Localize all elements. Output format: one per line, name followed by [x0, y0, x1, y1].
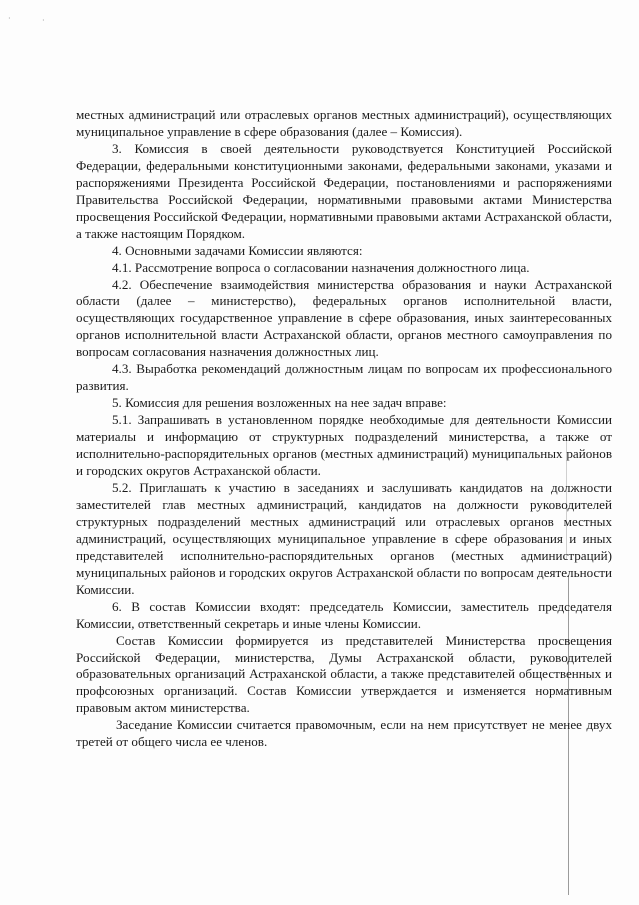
document-body — [76, 107, 612, 751]
paragraph-item-5-1: 5.1. Запрашивать в установленном порядке необходимые для деятельности Комиссии материалы и информацию от структурных подразделений министерства, а также от исполнительно-распорядительных органов (местных администраций) муниципальных районов и городских округов Астраханской области. — [76, 412, 612, 479]
paragraph-item-5-2: 5.2. Приглашать к участию в заседаниях и заслушивать кандидатов на должности заместителей глав местных администраций, кандидатов на должности руководителей структурных подразделений местных администраций или отраслевых органов местных администраций, осуществляющих муниципальное управление в сфере образования и иных представителей исполнительно-распорядительных органов (местных администраций) муниципальных районов и городских округов Астраханской области по вопросам деятельности Комиссии. — [76, 479, 612, 597]
paragraph-item-3: 3. Комиссия в своей деятельности руководствуется Конституцией Российской Федерации, федеральными конституционными законами, федеральными законами, указами и распоряжениями Президента Российской Федерации, постановлениями и распоряжениями Правительства Российской Федерации, нормативными правовыми актами Министерства просвещения Российской Федерации, нормативными правовыми актами Астраханской области, а также настоящим Порядком. — [76, 140, 612, 241]
paragraph-item-4-3: 4.3. Выработка рекомендаций должностным лицам по вопросам их профессионального развития. — [76, 361, 612, 394]
paragraph-continuation: местных администраций или отраслевых органов местных администраций), осуществляющих муниципальное управление в сфере образования (далее – Комиссия). — [76, 107, 612, 139]
paragraph-quorum: Заседание Комиссии считается правомочным, если на нем присутствует не менее двух третей от общего числа ее членов. — [76, 717, 612, 750]
paragraph-item-4-2: 4.2. Обеспечение взаимодействия министерства образования и науки Астраханской области (далее – министерство), федеральных органов исполнительной власти, осуществляющих государственное управление в сфере образования, иных заинтересованных органов исполнительной власти Астраханской области, органов местного самоуправления по вопросам согласования назначения должностных лиц. — [76, 276, 612, 360]
paragraph-item-4: 4. Основными задачами Комиссии являются: — [112, 242, 363, 258]
scan-dust: · — [8, 14, 11, 23]
paragraph-item-4-1: 4.1. Рассмотрение вопроса о согласовании назначения должностного лица. — [112, 259, 530, 275]
scan-dust: · — [42, 16, 45, 25]
paragraph-composition: Состав Комиссии формируется из представителей Министерства просвещения Российской Федерации, министерства, Думы Астраханской области, руководителей образовательных организаций Астраханской области, а также представителей общественных и профсоюзных организаций. Состав Комиссии утверждается и изменяется нормативным правовым актом министерства. — [76, 632, 612, 716]
paragraph-item-6: 6. В состав Комиссии входят: председатель Комиссии, заместитель председателя Комиссии, ответственный секретарь и иные члены Комиссии. — [76, 598, 612, 631]
paragraph-item-5: 5. Комиссия для решения возложенных на нее задач вправе: — [112, 395, 447, 411]
